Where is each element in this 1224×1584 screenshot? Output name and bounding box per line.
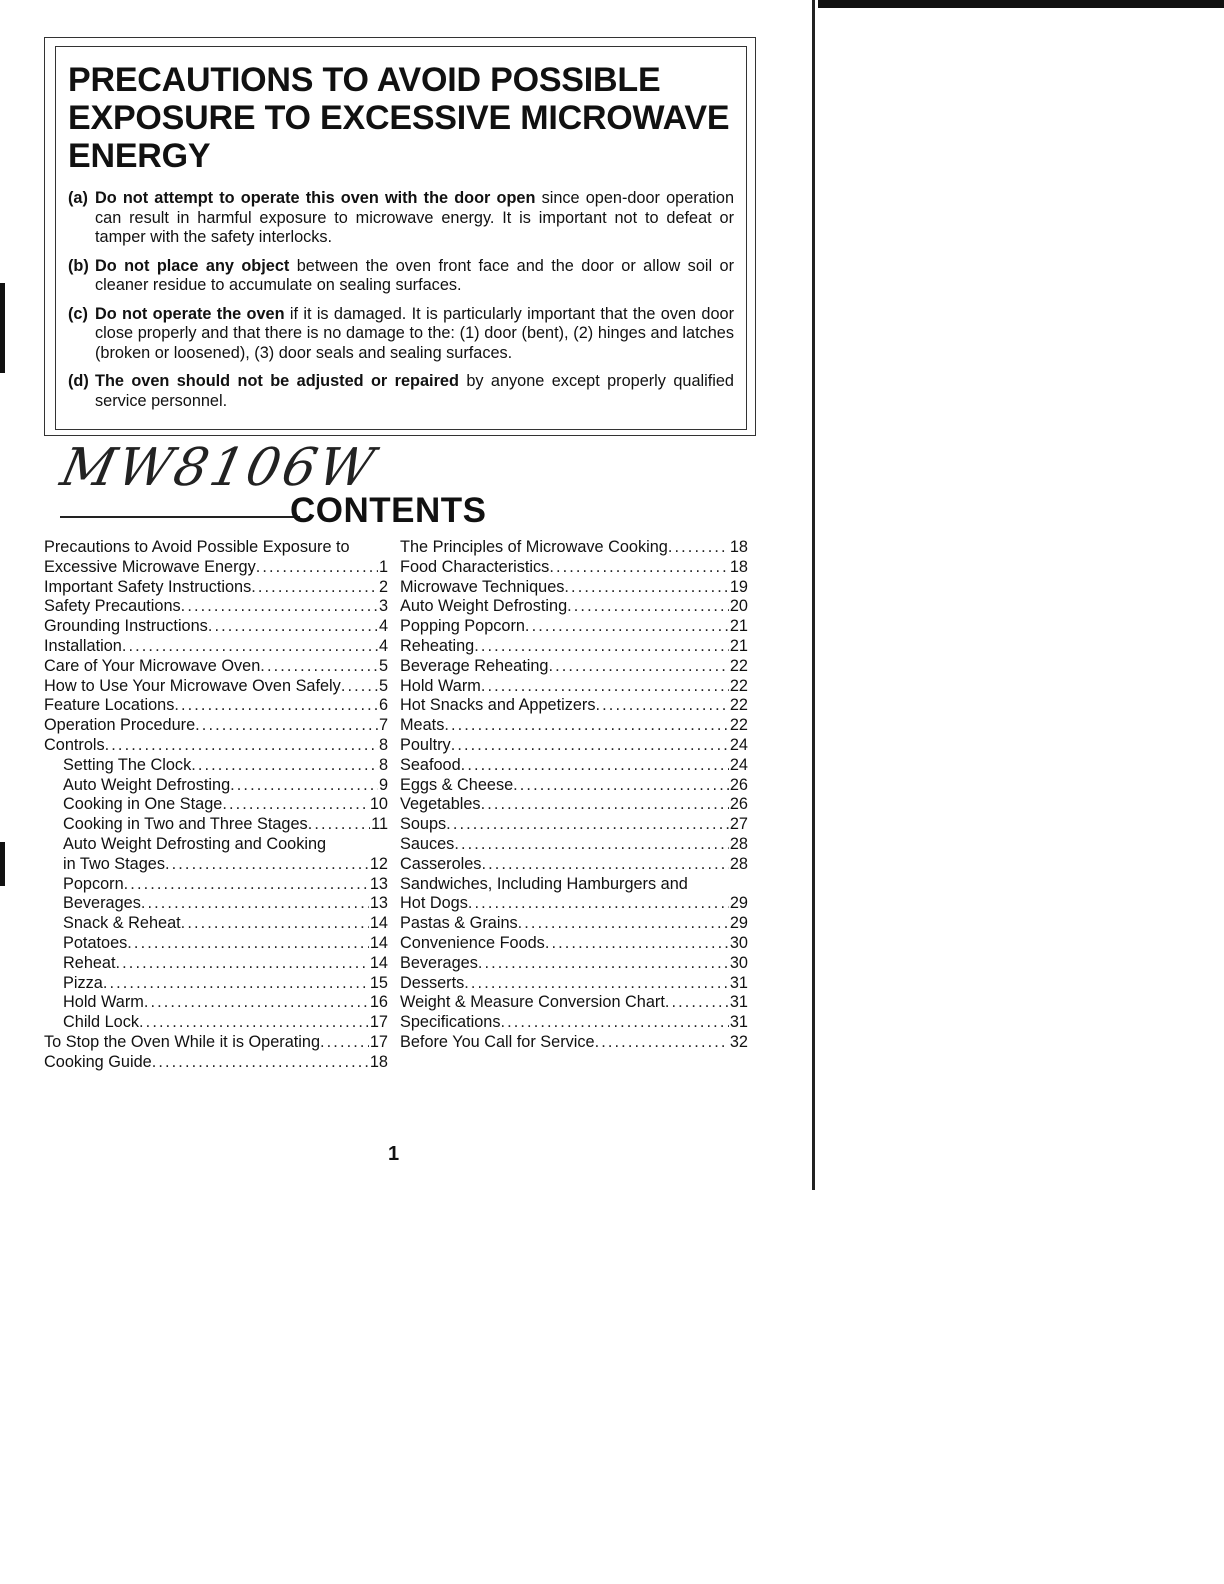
toc-entry-label: The Principles of Microwave Cooking — [400, 538, 668, 556]
toc-entry-page: 12 — [369, 854, 388, 873]
toc-entry — [400, 736, 748, 756]
toc-entry-label: Sauces — [400, 834, 455, 853]
toc-leader-dots — [195, 716, 378, 736]
toc-entry — [400, 795, 748, 815]
toc-entry — [44, 914, 388, 934]
toc-entry — [44, 974, 388, 994]
toc-entry-page: 2 — [378, 577, 388, 596]
toc-leader-dots — [549, 558, 729, 578]
toc-leader-dots — [341, 677, 378, 697]
toc-entry-label: Eggs & Cheese — [400, 775, 514, 794]
toc-entry-page: 30 — [729, 953, 748, 972]
toc-leader-dots — [451, 736, 729, 756]
toc-leader-dots — [564, 578, 728, 598]
precaution-marker: (d) — [68, 372, 89, 390]
toc-entry-page: 1 — [378, 557, 388, 576]
toc-leader-dots — [105, 736, 378, 756]
toc-entry-label: Potatoes — [63, 933, 128, 952]
toc-entry — [400, 855, 748, 875]
toc-entry-page: 9 — [378, 775, 388, 794]
toc-entry — [400, 677, 748, 697]
toc-leader-dots — [595, 1033, 729, 1053]
toc-entry-page: 31 — [729, 993, 748, 1012]
toc-leader-dots — [446, 815, 729, 835]
toc-entry-label: Excessive Microwave Energy — [44, 557, 256, 576]
toc-entry-label: Sandwiches, Including Hamburgers and — [400, 874, 688, 893]
toc-leader-dots — [222, 795, 369, 815]
toc-entry-label: Precautions to Avoid Possible Exposure to — [44, 538, 350, 556]
toc-entry-label: Pizza — [63, 973, 103, 992]
toc-entry-page: 29 — [729, 894, 748, 913]
toc-leader-dots — [116, 954, 369, 974]
toc-entry-label: Vegetables — [400, 795, 481, 814]
toc-entry-page: 26 — [729, 775, 748, 794]
toc-entry — [400, 597, 748, 617]
precaution-lead: The oven should not be adjusted or repaired — [95, 372, 459, 390]
toc-leader-dots — [251, 578, 378, 598]
toc-entry-label: Beverages — [63, 894, 141, 913]
toc-entry — [44, 538, 388, 558]
toc-entry-label: Desserts — [400, 973, 465, 992]
handwritten-model-number: MW8106W — [55, 438, 382, 498]
toc-leader-dots — [230, 776, 378, 796]
toc-leader-dots — [481, 855, 728, 875]
toc-leader-dots — [260, 657, 378, 677]
toc-leader-dots — [208, 617, 378, 637]
precaution-item — [68, 372, 734, 411]
toc-leader-dots — [548, 657, 728, 677]
toc-entry-label: To Stop the Oven While it is Operating — [44, 1032, 321, 1051]
toc-entry-page: 20 — [729, 597, 748, 616]
toc-entry-label: Auto Weight Defrosting and Cooking — [63, 834, 327, 853]
handwritten-underline — [60, 516, 300, 518]
precautions-box — [55, 46, 747, 430]
scan-top-rule — [818, 0, 1224, 8]
toc-entry-label: Before You Call for Service — [400, 1032, 595, 1051]
toc-leader-dots — [191, 756, 378, 776]
precaution-marker: (a) — [68, 189, 88, 207]
scan-fold-line — [812, 0, 815, 1190]
toc-leader-dots — [308, 815, 370, 835]
toc-leader-dots — [525, 617, 729, 637]
toc-entry — [44, 894, 388, 914]
toc-entry-page: 22 — [729, 676, 748, 695]
toc-entry — [44, 558, 388, 578]
toc-entry-label: Cooking in Two and Three Stages — [63, 815, 308, 834]
toc-entry-label: Pastas & Grains — [400, 914, 518, 933]
toc-entry — [44, 736, 388, 756]
toc-entry-page: 26 — [729, 795, 748, 814]
toc-leader-dots — [141, 894, 369, 914]
toc-entry-page: 18 — [369, 1052, 388, 1071]
precaution-text: by anyone except properly qualified service personnel. — [95, 372, 734, 410]
toc-entry-page: 32 — [729, 1032, 748, 1051]
toc-entry-label: Cooking Guide — [44, 1052, 152, 1071]
toc-entry — [400, 558, 748, 578]
precaution-item — [68, 189, 734, 248]
toc-entry-page: 15 — [369, 973, 388, 992]
toc-entry-label: Hot Dogs — [400, 894, 468, 913]
toc-entry-page: 5 — [378, 676, 388, 695]
toc-entry — [400, 696, 748, 716]
toc-entry-label: Safety Precautions — [44, 597, 181, 616]
toc-entry-label: How to Use Your Microwave Oven Safely — [44, 676, 341, 695]
toc-leader-dots — [513, 776, 729, 796]
toc-entry-page: 31 — [729, 973, 748, 992]
toc-right-column — [400, 538, 748, 1053]
toc-entry — [44, 934, 388, 954]
toc-entry — [44, 756, 388, 776]
toc-leader-dots — [481, 795, 729, 815]
toc-entry-page: 22 — [729, 656, 748, 675]
toc-leader-dots — [468, 894, 729, 914]
toc-entry-page: 13 — [369, 874, 388, 893]
toc-entry-page: 24 — [729, 735, 748, 754]
toc-leader-dots — [518, 914, 729, 934]
toc-entry-label: Care of Your Microwave Oven — [44, 656, 261, 675]
toc-entry-page: 17 — [369, 1013, 388, 1032]
toc-entry-page: 14 — [369, 914, 388, 933]
toc-leader-dots — [500, 1013, 728, 1033]
toc-leader-dots — [567, 597, 729, 617]
toc-entry — [44, 578, 388, 598]
toc-entry-page: 16 — [369, 993, 388, 1012]
toc-entry — [400, 716, 748, 736]
toc-entry-page: 13 — [369, 894, 388, 913]
toc-entry-label: Specifications — [400, 1013, 501, 1032]
toc-entry-label: Reheating — [400, 636, 475, 655]
toc-entry — [400, 1033, 748, 1053]
toc-entry — [400, 657, 748, 677]
toc-entry-page: 7 — [378, 716, 388, 735]
toc-entry-page: 22 — [729, 696, 748, 715]
toc-entry — [400, 756, 748, 776]
precaution-item — [68, 257, 734, 296]
toc-entry-label: Auto Weight Defrosting — [400, 597, 568, 616]
scan-edge-mark — [0, 283, 5, 373]
toc-entry-label: Grounding Instructions — [44, 617, 208, 636]
precaution-marker: (c) — [68, 304, 88, 323]
toc-leader-dots — [665, 993, 729, 1013]
toc-entry — [44, 815, 388, 835]
toc-entry — [44, 716, 388, 736]
toc-entry-page: 8 — [378, 755, 388, 774]
toc-entry — [44, 855, 388, 875]
toc-entry-label: Hot Snacks and Appetizers — [400, 696, 596, 715]
toc-leader-dots — [596, 696, 729, 716]
toc-leader-dots — [165, 855, 369, 875]
toc-entry — [400, 578, 748, 598]
toc-leader-dots — [256, 558, 378, 578]
toc-entry-label: Feature Locations — [44, 696, 175, 715]
toc-entry-label: Casseroles — [400, 854, 482, 873]
toc-entry-page: 10 — [369, 795, 388, 814]
toc-entry-page: 3 — [378, 597, 388, 616]
toc-entry-page: 14 — [369, 933, 388, 952]
toc-entry — [44, 835, 388, 855]
toc-entry — [44, 875, 388, 895]
toc-entry — [44, 637, 388, 657]
toc-entry-page: 28 — [729, 854, 748, 873]
toc-entry — [400, 934, 748, 954]
toc-entry — [44, 1053, 388, 1073]
toc-leader-dots — [124, 875, 369, 895]
toc-entry-label: Meats — [400, 716, 445, 735]
toc-leader-dots — [181, 597, 378, 617]
precautions-list — [68, 189, 734, 411]
toc-entry — [400, 974, 748, 994]
toc-entry-label: Child Lock — [63, 1013, 140, 1032]
toc-entry-label: Microwave Techniques — [400, 577, 565, 596]
toc-entry-label: Seafood — [400, 755, 461, 774]
precaution-lead: Do not place any object — [95, 256, 290, 275]
toc-leader-dots — [181, 914, 369, 934]
toc-entry — [400, 538, 748, 558]
precaution-item — [68, 305, 734, 364]
toc-entry — [44, 617, 388, 637]
toc-entry-page: 18 — [729, 538, 748, 556]
toc-leader-dots — [103, 974, 369, 994]
toc-leader-dots — [478, 954, 729, 974]
toc-entry-label: Weight & Measure Conversion Chart — [400, 993, 665, 1012]
toc-entry — [400, 637, 748, 657]
toc-entry-page: 4 — [378, 636, 388, 655]
toc-entry-label: Reheat — [63, 953, 116, 972]
toc-leader-dots — [668, 538, 729, 558]
toc-leader-dots — [320, 1033, 369, 1053]
toc-entry-page: 5 — [378, 656, 388, 675]
toc-entry-label: Setting The Clock — [63, 755, 192, 774]
precaution-marker: (b) — [68, 256, 89, 275]
toc-entry — [44, 993, 388, 1013]
toc-entry — [400, 894, 748, 914]
toc-leader-dots — [444, 716, 729, 736]
toc-entry — [400, 954, 748, 974]
toc-entry-page: 8 — [378, 735, 388, 754]
toc-leader-dots — [545, 934, 729, 954]
toc-entry-label: Auto Weight Defrosting — [63, 775, 231, 794]
toc-entry — [44, 677, 388, 697]
toc-entry-page: 24 — [729, 755, 748, 774]
toc-entry — [400, 1013, 748, 1033]
toc-entry-page: 29 — [729, 914, 748, 933]
page-number: 1 — [388, 1143, 400, 1165]
toc-entry — [44, 1033, 388, 1053]
scan-edge-mark — [0, 842, 5, 886]
toc-leader-dots — [152, 1053, 369, 1073]
toc-entry-label: Important Safety Instructions — [44, 577, 252, 596]
toc-entry-page: 30 — [729, 933, 748, 952]
toc-entry-label: Hold Warm — [400, 676, 481, 695]
toc-entry-page: 19 — [729, 577, 748, 596]
toc-entry-page: 14 — [369, 953, 388, 972]
toc-entry-label: Hold Warm — [63, 993, 144, 1012]
toc-leader-dots — [144, 993, 369, 1013]
toc-leader-dots — [474, 637, 729, 657]
toc-entry — [44, 696, 388, 716]
toc-entry-label: Soups — [400, 815, 447, 834]
toc-entry — [44, 597, 388, 617]
toc-entry-page: 4 — [378, 617, 388, 636]
toc-entry-label: Snack & Reheat — [63, 914, 181, 933]
precaution-text: since open-door operation can result in harmful exposure to microwave energy. It is important not to defeat or tamper with the safety interlocks. — [95, 189, 734, 246]
toc-entry — [400, 776, 748, 796]
toc-entry — [44, 795, 388, 815]
toc-left-column — [44, 538, 388, 1073]
precaution-lead: Do not attempt to operate this oven with the door open — [95, 189, 536, 207]
toc-leader-dots — [122, 637, 378, 657]
toc-entry-label: Popping Popcorn — [400, 617, 525, 636]
toc-leader-dots — [127, 934, 369, 954]
toc-entry-label: Beverages — [400, 953, 478, 972]
toc-leader-dots — [454, 835, 729, 855]
toc-entry — [400, 993, 748, 1013]
toc-entry-label: Installation — [44, 636, 122, 655]
toc-entry-label: Controls — [44, 735, 105, 754]
toc-entry-label: Food Characteristics — [400, 557, 550, 576]
toc-entry-label: Operation Procedure — [44, 716, 196, 735]
toc-entry — [44, 1013, 388, 1033]
toc-entry-page: 18 — [729, 557, 748, 576]
toc-leader-dots — [139, 1013, 369, 1033]
toc-entry-page: 6 — [378, 696, 388, 715]
toc-entry — [400, 835, 748, 855]
toc-entry — [400, 875, 748, 895]
contents-title: CONTENTS — [290, 491, 487, 530]
toc-entry — [400, 815, 748, 835]
toc-leader-dots — [464, 974, 729, 994]
toc-entry-label: Popcorn — [63, 874, 124, 893]
toc-entry — [400, 617, 748, 637]
toc-entry-label: in Two Stages — [63, 854, 165, 873]
toc-entry-page: 27 — [729, 815, 748, 834]
toc-leader-dots — [174, 696, 378, 716]
toc-entry — [44, 954, 388, 974]
toc-entry-page: 31 — [729, 1013, 748, 1032]
precaution-lead: Do not operate the oven — [95, 304, 285, 323]
toc-leader-dots — [481, 677, 729, 697]
toc-entry-label: Cooking in One Stage — [63, 795, 223, 814]
toc-entry — [400, 914, 748, 934]
precaution-text: between the oven front face and the door or allow soil or cleaner residue to accumulate on sealing surfaces. — [95, 256, 734, 294]
toc-entry — [44, 776, 388, 796]
toc-entry-page: 22 — [729, 716, 748, 735]
toc-entry-page: 21 — [729, 636, 748, 655]
toc-entry — [44, 657, 388, 677]
toc-entry-page: 28 — [729, 834, 748, 853]
toc-entry-label: Convenience Foods — [400, 933, 545, 952]
toc-entry-page: 21 — [729, 617, 748, 636]
toc-entry-label: Poultry — [400, 735, 451, 754]
toc-entry-label: Beverage Reheating — [400, 656, 549, 675]
toc-leader-dots — [461, 756, 729, 776]
precaution-text: if it is damaged. It is particularly important that the oven door close properly and that there is no damage to the: (1) door (bent), (2) hinges and latches (broken or loosened), (3) door seals and sealing surfaces. — [95, 304, 734, 362]
toc-entry-page: 11 — [371, 815, 388, 834]
toc-entry-page: 17 — [369, 1032, 388, 1051]
precautions-title: PRECAUTIONS TO AVOID POSSIBLE EXPOSURE TO EXCESSIVE MICROWAVE ENERGY — [68, 61, 730, 175]
